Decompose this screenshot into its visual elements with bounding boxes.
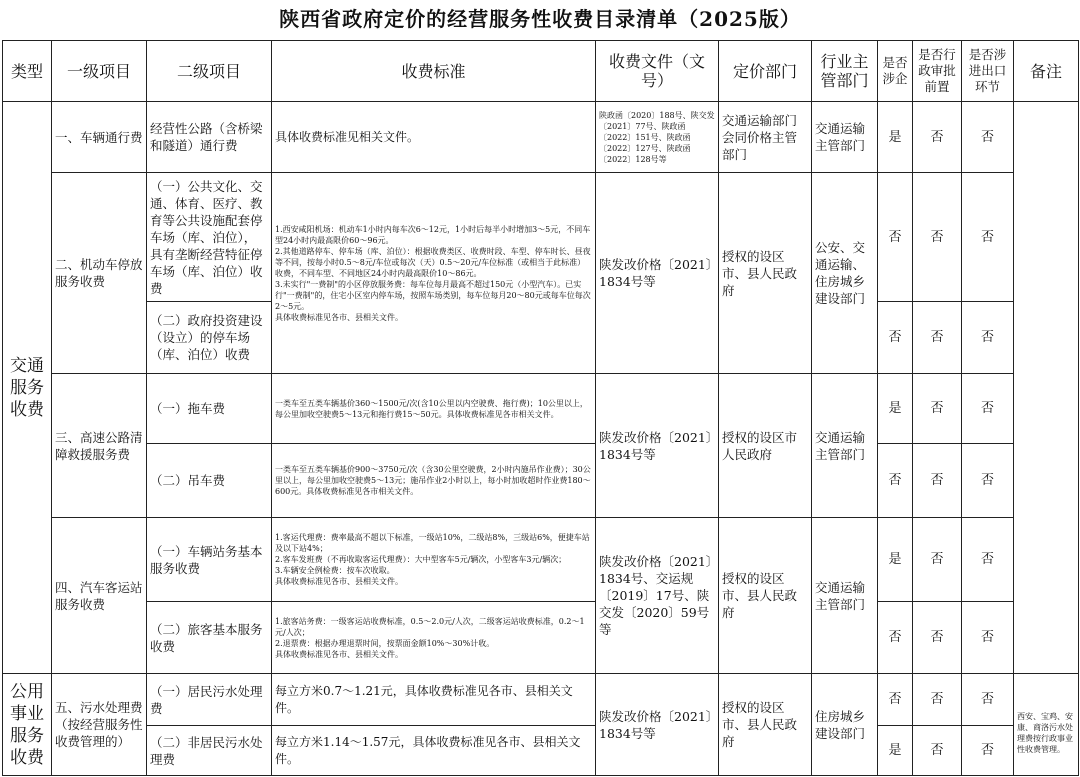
standard-line: 2.客车发班费（不再收取客运代理费）：大中型客车5元/辆次，小型客车3元/辆次； (275, 555, 567, 564)
standard-cell: 每立方米0.7～1.21元，具体收费标准见各市、县相关文件。 (272, 674, 596, 726)
level1-cell: 三、高速公路清障救援服务费 (52, 374, 147, 518)
dept-cell: 授权的设区市、县人民政府 (719, 173, 812, 374)
import-cell: 否 (962, 302, 1014, 374)
level1-cell: 一、车辆通行费 (52, 102, 147, 173)
header-note: 备注 (1014, 41, 1079, 102)
level1-cell: 五、污水处理费（按经营服务性收费管理的） (52, 674, 147, 776)
doc-cell: 陕政函〔2020〕188号、陕交发〔2021〕77号、陕政函〔2022〕151号、陕政函〔2022〕127号、陕政函〔2022〕128号等 (596, 102, 719, 173)
standard-cell: 一类车至五类车辆基价900～3750元/次（含30公里空驶费，2小时内施吊作业费）；30公里以上，每公里加收空驶费5～13元；施吊作业2小时以上，每小时加收超时作业费180～600元。具体收费标准见各市相关文件。 (272, 444, 596, 518)
header-row (3, 41, 1079, 102)
approval-cell: 否 (913, 674, 962, 726)
approval-cell: 否 (913, 173, 962, 302)
approval-cell: 否 (913, 726, 962, 776)
table-row (3, 602, 1079, 674)
industry-cell: 交通运输主管部门 (812, 374, 878, 518)
doc-cell: 陕发改价格〔2021〕1834号、交运规〔2019〕17号、陕交发〔2020〕59号等 (596, 518, 719, 674)
level2-cell: （二）政府投资建设（设立）的停车场（库、泊位）收费 (147, 302, 272, 374)
level2-cell: （一）居民污水处理费 (147, 674, 272, 726)
table-row (3, 173, 1079, 302)
level2-cell: 经营性公路（含桥梁和隧道）通行费 (147, 102, 272, 173)
standard-line: 具体收费标准见各市、县相关文件。 (275, 577, 403, 586)
type-public: 公用事业服务收费 (3, 674, 52, 776)
dept-cell: 授权的设区市、县人民政府 (719, 674, 812, 776)
dept-cell: 授权的设区市、县人民政府 (719, 518, 812, 674)
approval-cell: 否 (913, 102, 962, 173)
type-transport: 交通服务收费 (3, 102, 52, 674)
fee-catalog-table (2, 40, 1079, 776)
table-row (3, 674, 1079, 726)
doc-cell: 陕发改价格〔2021〕1834号等 (596, 674, 719, 776)
level2-cell: （二）吊车费 (147, 444, 272, 518)
industry-cell: 交通运输主管部门 (812, 102, 878, 173)
header-dept: 定价部门 (719, 41, 812, 102)
approval-cell: 否 (913, 374, 962, 444)
header-industry: 行业主管部门 (812, 41, 878, 102)
header-doc: 收费文件（文号） (596, 41, 719, 102)
standard-line: 3.未实行"一费制"的小区停放服务费：每车位每月最高不超过150元（小型汽车）。已实行"一费制"的，住宅小区室内停车场，按照车场类别，每车位每月20～80元或每车位每次2～5元。 (275, 279, 591, 311)
import-cell: 否 (962, 374, 1014, 444)
level2-cell: （二）非居民污水处理费 (147, 726, 272, 776)
level1-cell: 二、机动车停放服务收费 (52, 173, 147, 374)
note-cell: 西安、宝鸡、安康、商洛污水处理费按行政事业性收费管理。 (1014, 674, 1079, 776)
enterprise-cell: 是 (878, 726, 913, 776)
enterprise-cell: 否 (878, 444, 913, 518)
standard-cell (272, 602, 596, 674)
dept-cell: 授权的设区市人民政府 (719, 374, 812, 518)
import-cell: 否 (962, 726, 1014, 776)
standard-line: 1.旅客站务费：一级客运站收费标准，0.5～2.0元/人次，二级客运站收费标准，0.2～1元/人次； (275, 616, 585, 637)
standard-line: 3.车辆安全例检费：按车次收取。 (275, 566, 395, 575)
table-row (3, 518, 1079, 602)
standard-line: 1.客运代理费：费率最高不超以下标准，一级站10%，二级站8%，三级站6%，便捷车站及以下站4%； (275, 533, 590, 553)
standard-cell: 具体收费标准见相关文件。 (272, 102, 596, 173)
doc-cell: 陕发改价格〔2021〕1834号等 (596, 173, 719, 374)
standard-line: 具体收费标准见各市、县相关文件。 (275, 649, 403, 659)
level2-cell: （一）车辆站务基本服务收费 (147, 518, 272, 602)
enterprise-cell: 是 (878, 374, 913, 444)
header-import: 是否涉进出口环节 (962, 41, 1014, 102)
approval-cell: 否 (913, 518, 962, 602)
page-title: 陕西省政府定价的经营服务性收费目录清单（2025版） (279, 7, 801, 31)
import-cell: 否 (962, 674, 1014, 726)
import-cell: 否 (962, 518, 1014, 602)
industry-cell: 公安、交通运输、住房城乡建设部门 (812, 173, 878, 374)
enterprise-cell: 否 (878, 173, 913, 302)
header-enterprise: 是否涉企 (878, 41, 913, 102)
import-cell: 否 (962, 444, 1014, 518)
standard-line: 具体收费标准见各市、县相关文件。 (275, 312, 403, 322)
enterprise-cell: 是 (878, 102, 913, 173)
header-type: 类型 (3, 41, 52, 102)
doc-cell: 陕发改价格〔2021〕1834号等 (596, 374, 719, 518)
note-cell-empty (1014, 102, 1079, 674)
standard-line: 2.其他道路停车、停车场（库、泊位）：根据收费类区、收费时段、车型、停车时长、昼夜等不同，按每小时0.5～8元/车位或每次（天）0.5～20元/车位标准（或相当于此标准）收费，不同车型、不同地区24小时内最高限价10～86元。 (275, 246, 591, 278)
table-row (3, 726, 1079, 776)
approval-cell: 否 (913, 302, 962, 374)
standard-line: 2.退票费：根据办理退票时间，按票面金额10%～30%计收。 (275, 638, 495, 648)
header-level2: 二级项目 (147, 41, 272, 102)
table-row (3, 102, 1079, 173)
import-cell: 否 (962, 173, 1014, 302)
industry-cell: 住房城乡建设部门 (812, 674, 878, 776)
industry-cell: 交通运输主管部门 (812, 518, 878, 674)
standard-cell: 每立方米1.14～1.57元，具体收费标准见各市、县相关文件。 (272, 726, 596, 776)
table-row (3, 444, 1079, 518)
enterprise-cell: 否 (878, 302, 913, 374)
standard-cell (272, 173, 596, 374)
standard-cell: 一类车至五类车辆基价360～1500元/次(含10公里以内空驶费、拖行费)；10公里以上，每公里加收空驶费5～13元和拖行费15～50元。具体收费标准见各市相关文件。 (272, 374, 596, 444)
level2-cell: （二）旅客基本服务收费 (147, 602, 272, 674)
header-level1: 一级项目 (52, 41, 147, 102)
level2-cell: （一）拖车费 (147, 374, 272, 444)
standard-line: 1.西安咸阳机场：机动车1小时内每车次6～12元，1小时后每半小时增加3～5元，不同车型24小时内最高限价60～96元。 (275, 224, 591, 245)
level1-cell: 四、汽车客运站服务收费 (52, 518, 147, 674)
enterprise-cell: 是 (878, 518, 913, 602)
level2-cell: （一）公共文化、交通、体育、医疗、教育等公共设施配套停车场（库、泊位），具有垄断经营特征停车场（库、泊位）收费 (147, 173, 272, 302)
enterprise-cell: 否 (878, 674, 913, 726)
approval-cell: 否 (913, 444, 962, 518)
import-cell: 否 (962, 602, 1014, 674)
header-approval: 是否行政审批前置 (913, 41, 962, 102)
header-standard: 收费标准 (272, 41, 596, 102)
standard-cell (272, 518, 596, 602)
dept-cell: 交通运输部门会同价格主管部门 (719, 102, 812, 173)
enterprise-cell: 否 (878, 602, 913, 674)
import-cell: 否 (962, 102, 1014, 173)
table-row (3, 374, 1079, 444)
approval-cell: 否 (913, 602, 962, 674)
